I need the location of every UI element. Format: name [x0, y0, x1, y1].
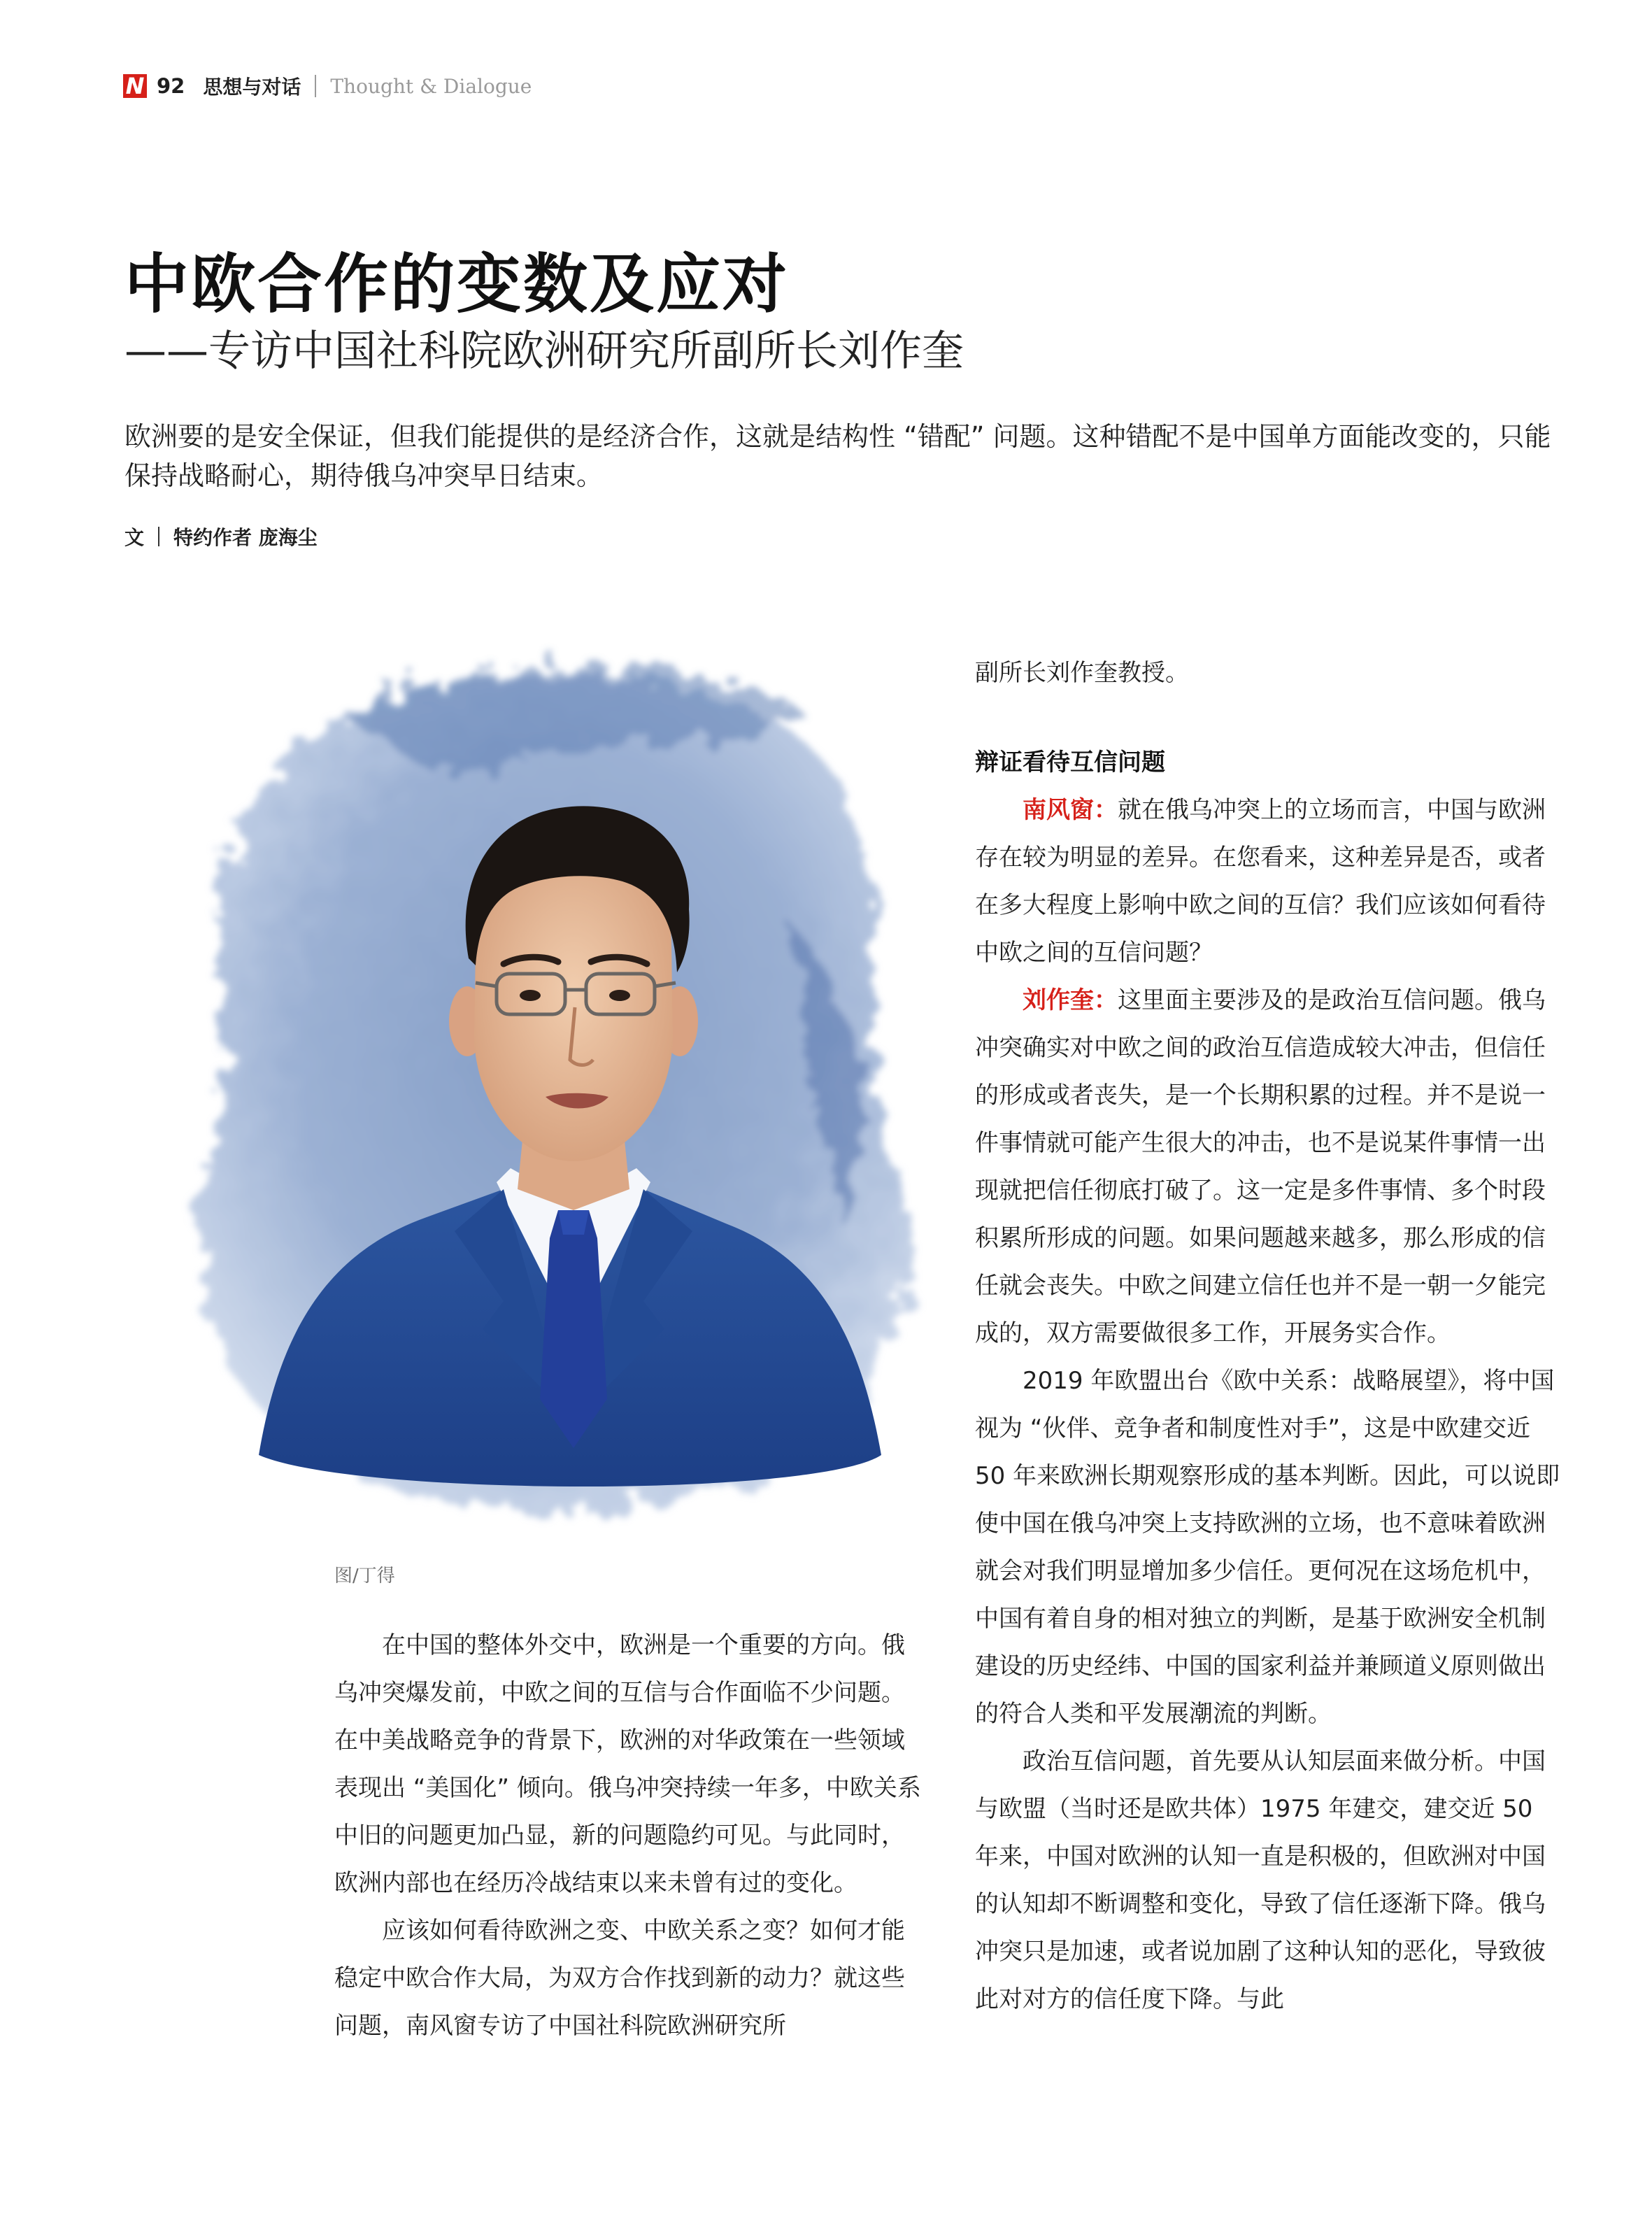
body-column-right [975, 649, 1562, 2023]
paragraph: 在中国的整体外交中，欧洲是一个重要的方向。俄乌冲突爆发前，中欧之间的互信与合作面临不少问题。在中美战略竞争的背景下，欧洲的对华政策在一些领域表现出 “美国化” 倾向。俄乌冲突持续一年多，中欧关系中旧的问题更加凸显，新的问题隐约可见。与此同时，欧洲内部也在经历冷战结束以来未曾有过的变化。 [334, 1631, 921, 1897]
byline-divider [158, 527, 159, 546]
interviewee-label: 刘作奎： [1023, 986, 1118, 1014]
body-column-left [334, 1622, 923, 2050]
header-divider [315, 75, 316, 97]
paragraph: 应该如何看待欧洲之变、中欧关系之变？如何才能稳定中欧合作大局，为双方合作找到新的动力？就这些问题，南风窗专访了中国社科院欧洲研究所 [334, 1917, 905, 2040]
section-heading: 辩证看待互信问题 [975, 748, 1165, 776]
running-header [123, 70, 532, 102]
article-subtitle: ——专访中国社科院欧洲研究所副所长刘作奎 [124, 327, 964, 376]
paragraph-continuation: 副所长刘作奎教授。 [975, 659, 1189, 687]
question-text: 就在俄乌冲突上的立场而言，中国与欧洲存在较为明显的差异。在您看来，这种差异是否，或者在多大程度上影响中欧之间的互信？我们应该如何看待中欧之间的互信问题？ [975, 796, 1546, 967]
question-paragraph [975, 786, 1562, 977]
answer-paragraph [975, 977, 1562, 1357]
interviewer-label: 南风窗： [1023, 796, 1118, 824]
image-caption: 图/丁得 [334, 1566, 395, 1587]
paragraph: 2019 年欧盟出台《欧中关系：战略展望》，将中国视为 “伙伴、竞争者和制度性对手”，这是中欧建交近 50 年来欧洲长期观察形成的基本判断。因此，可以说即使中国在俄乌冲突上支持欧洲的立场，也不意味着欧洲就会对我们明显增加多少信任。更何况在这场危机中，中国有着自身的相对独立的判断，是基于欧洲安全机制建设的历史经纬、中国的国家利益并兼顾道义原则做出的符合人类和平发展潮流的判断。 [975, 1367, 1560, 1728]
logo-letter: N [125, 73, 145, 99]
section-title-en: Thought & Dialogue [330, 74, 532, 98]
byline-author: 特约作者 庞海尘 [173, 526, 318, 549]
answer-text: 这里面主要涉及的是政治互信问题。俄乌冲突确实对中欧之间的政治互信造成较大冲击，但信任的形成或者丧失，是一个长期积累的过程。并不是说一件事情就可能产生很大的冲击，也不是说某件事情一出现就把信任彻底打破了。这一定是多件事情、多个时段积累所形成的问题。如果问题越来越多，那么形成的信任就会丧失。中欧之间建立信任也并不是一朝一夕能完成的，双方需要做很多工作，开展务实合作。 [975, 986, 1546, 1347]
magazine-logo [123, 74, 147, 98]
byline [124, 520, 318, 553]
paragraph: 政治互信问题，首先要从认知层面来做分析。中国与欧盟（当时还是欧共体）1975 年建交，建交近 50 年来，中国对欧洲的认知一直是积极的，但欧洲对中国的认知却不断调整和变化，导致了信任逐渐下降。俄乌冲突只是加速，或者说加剧了这种认知的恶化，导致彼此对对方的信任度下降。与此 [975, 1747, 1546, 2013]
section-title-cn: 思想与对话 [203, 76, 301, 99]
article-title: 中欧合作的变数及应对 [124, 247, 790, 322]
byline-label: 文 [124, 526, 145, 549]
necktie [540, 1210, 607, 1448]
page-number: 92 [157, 74, 185, 98]
portrait-illustration [175, 630, 972, 1574]
article-lead: 欧洲要的是安全保证，但我们能提供的是经济合作，这就是结构性 “错配” 问题。这种错配不是中国单方面能改变的，只能保持战略耐心，期待俄乌冲突早日结束。 [124, 421, 1551, 491]
